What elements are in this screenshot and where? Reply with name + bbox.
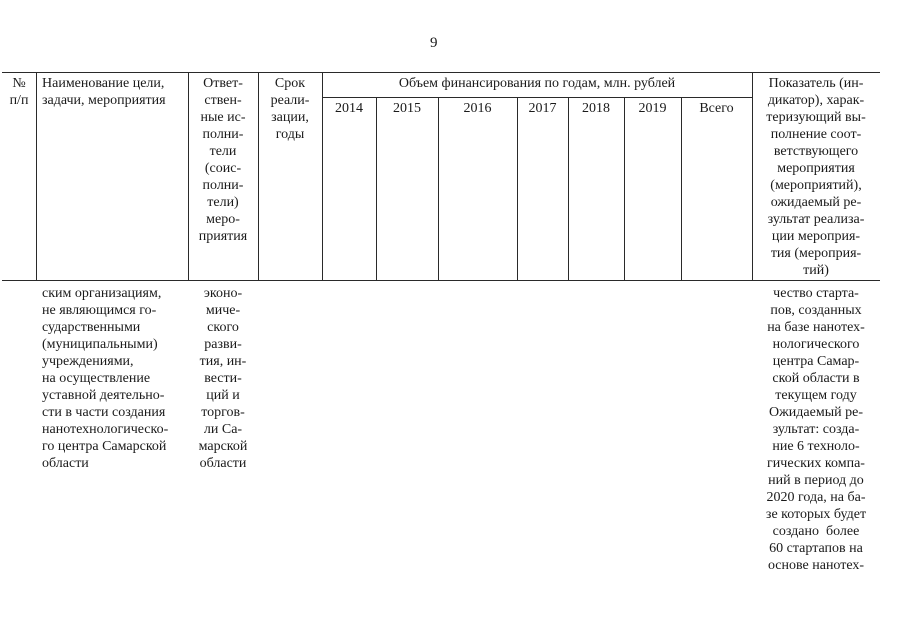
col-divider: [624, 97, 625, 280]
header-year: 2014: [335, 101, 363, 116]
col-divider: [36, 72, 37, 280]
header-year: 2017: [528, 101, 557, 116]
row-indicator: чество старта- пов, созданных на базе нанотех- нологического центра Самар- ской области в текущем году Ожидаемый ре- зультат: созда- ние 6 техноло- гических компа- ний в период до 2020 года, на ба- зе которых будет создано более 60 стартапов на основе нанотех-: [765, 286, 867, 573]
col-divider: [568, 97, 569, 280]
header-year: 2018: [582, 101, 610, 116]
header-num: № п/п: [9, 76, 29, 108]
header-name: Наименование цели, задачи, мероприятия: [42, 76, 166, 108]
header-year: 2015: [393, 101, 421, 116]
header-total: Всего: [699, 101, 734, 116]
row-name: ским организациям, не являющимся го- сударственными (муниципальными) учреждениями, на осуществление уставной деятельно- сти в части создания нанотехнологическо- го центра Самарской области: [42, 286, 169, 471]
page-number: 9: [430, 35, 438, 51]
header-term: Срок реали- зации, годы: [270, 76, 310, 142]
col-divider: [681, 97, 682, 280]
header-bottom-border: [2, 280, 880, 281]
header-funding: Объем финансирования по годам, млн. рублей: [398, 76, 676, 91]
header-year: 2016: [463, 101, 492, 116]
table-top-border: [2, 72, 880, 73]
header-responsible: Ответ- ствен- ные ис- полни- тели (соис- полни- тели) меро- приятия: [198, 76, 248, 244]
col-divider: [517, 97, 518, 280]
header-year: 2019: [638, 101, 667, 116]
col-divider: [438, 97, 439, 280]
col-divider: [376, 97, 377, 280]
years-row-border: [322, 97, 752, 98]
header-indicator: Показатель (ин- дикатор), харак- теризующий вы- полнение соот- ветствующего мероприятия (мероприятий), ожидаемый ре- зультат реализа- ции мероприя- тия (мероприя- тий): [766, 76, 866, 278]
row-responsible: эконо- миче- ского разви- тия, ин- вести- ций и торгов- ли Са- марской области: [198, 286, 248, 471]
